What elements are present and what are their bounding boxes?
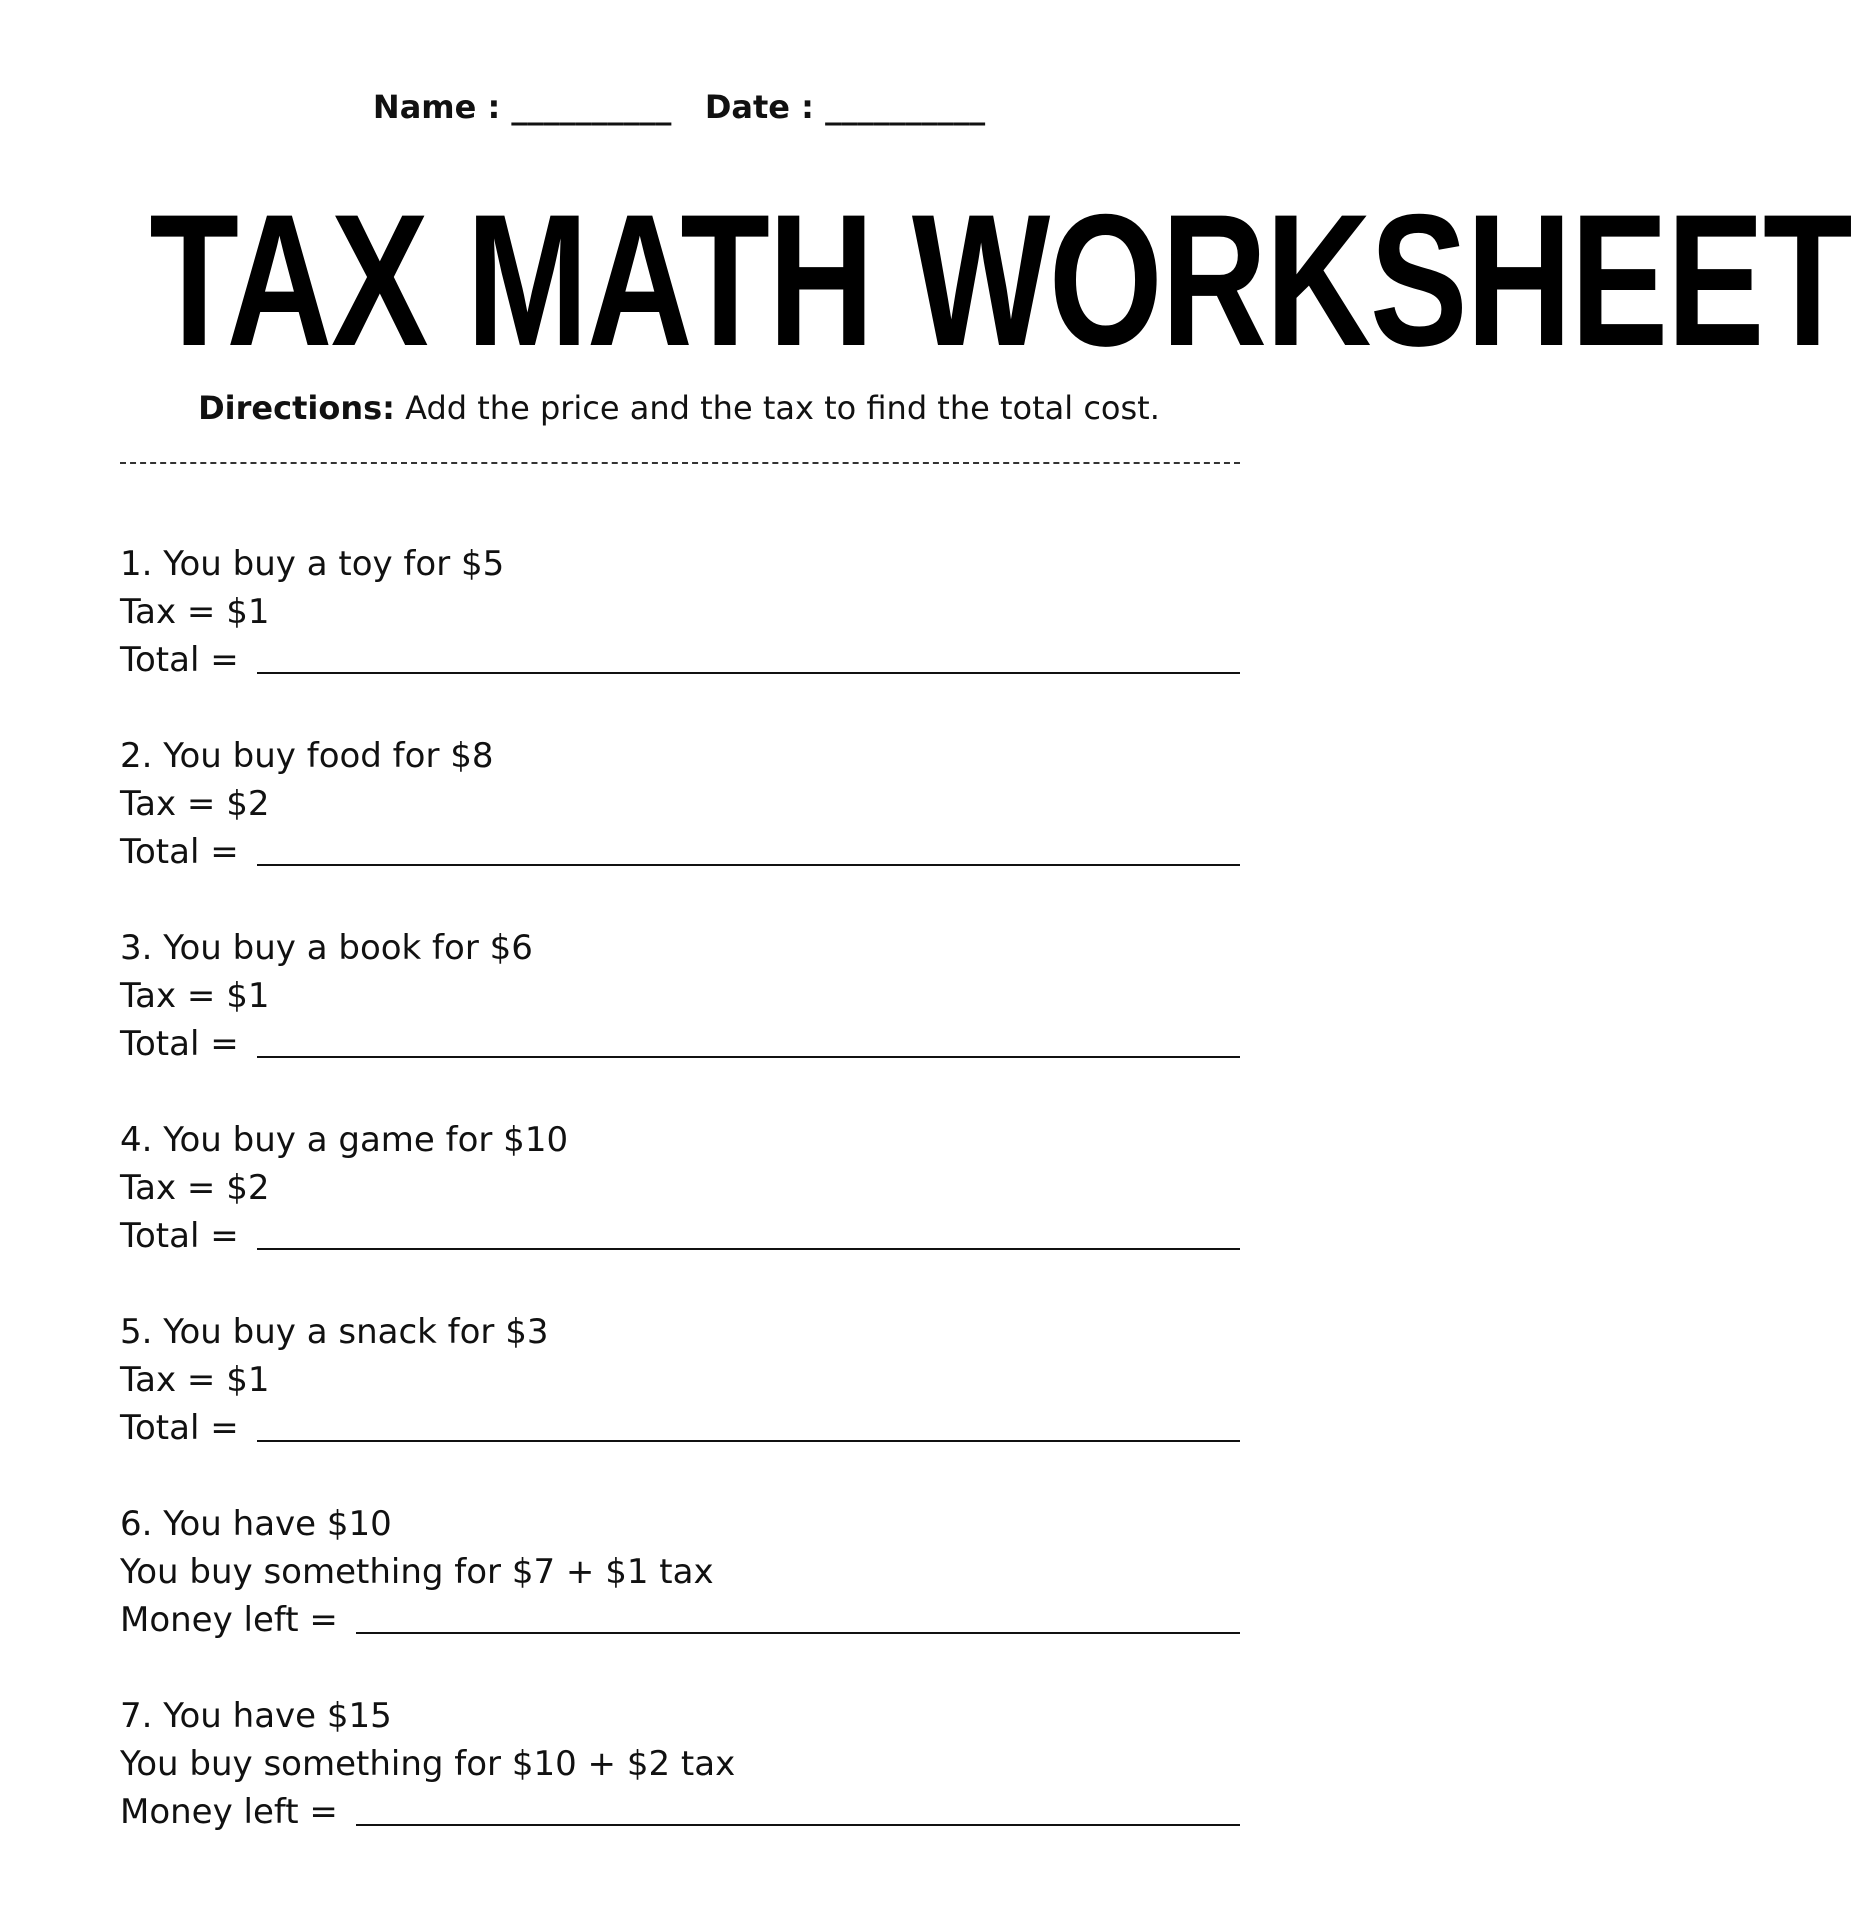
answer-row — [120, 636, 1240, 684]
question-prompt: 1. You buy a toy for $5 — [120, 544, 505, 584]
question-detail: Tax = $1 — [120, 976, 270, 1016]
answer-blank-line[interactable] — [257, 672, 1240, 674]
question-6 — [120, 1500, 1240, 1692]
question-prompt: 2. You buy food for $8 — [120, 736, 494, 776]
question-prompt: 6. You have $10 — [120, 1504, 392, 1544]
question-list — [120, 540, 1240, 1884]
dashed-divider — [120, 462, 1240, 464]
question-prompt: 5. You buy a snack for $3 — [120, 1312, 549, 1352]
answer-blank-line[interactable] — [257, 1440, 1240, 1442]
question-3 — [120, 924, 1240, 1116]
answer-label: Total = — [120, 1024, 239, 1064]
question-detail: Tax = $2 — [120, 1168, 270, 1208]
question-detail: You buy something for $10 + $2 tax — [120, 1744, 736, 1784]
name-field-label: Name : __________ — [372, 88, 672, 126]
date-field-label: Date : __________ — [704, 88, 986, 126]
question-prompt: 4. You buy a game for $10 — [120, 1120, 569, 1160]
question-2 — [120, 732, 1240, 924]
directions-text: Add the price and the tax to find the total cost. — [394, 389, 1160, 427]
answer-label: Money left = — [120, 1600, 338, 1640]
answer-blank-line[interactable] — [257, 864, 1240, 866]
answer-row — [120, 1596, 1240, 1644]
answer-row — [120, 1212, 1240, 1260]
answer-label: Total = — [120, 640, 239, 680]
answer-row — [120, 1788, 1240, 1836]
answer-blank-line[interactable] — [257, 1056, 1240, 1058]
question-1 — [120, 540, 1240, 732]
question-prompt: 7. You have $15 — [120, 1696, 392, 1736]
question-7 — [120, 1692, 1240, 1884]
answer-label: Money left = — [120, 1792, 338, 1832]
answer-label: Total = — [120, 1408, 239, 1448]
answer-blank-line[interactable] — [356, 1632, 1240, 1634]
directions — [0, 389, 1358, 427]
question-prompt: 3. You buy a book for $6 — [120, 928, 533, 968]
answer-row — [120, 828, 1240, 876]
answer-label: Total = — [120, 832, 239, 872]
answer-row — [120, 1404, 1240, 1452]
answer-blank-line[interactable] — [257, 1248, 1240, 1250]
answer-label: Total = — [120, 1216, 239, 1256]
answer-blank-line[interactable] — [356, 1824, 1240, 1826]
question-detail: Tax = $2 — [120, 784, 270, 824]
question-detail: You buy something for $7 + $1 tax — [120, 1552, 714, 1592]
question-detail: Tax = $1 — [120, 592, 270, 632]
question-detail: Tax = $1 — [120, 1360, 270, 1400]
question-4 — [120, 1116, 1240, 1308]
question-5 — [120, 1308, 1240, 1500]
answer-row — [120, 1020, 1240, 1068]
directions-lead: Directions: — [198, 389, 395, 427]
name-date-header — [0, 88, 1358, 126]
worksheet-title: TAX MATH WORKSHEET — [149, 175, 1851, 385]
